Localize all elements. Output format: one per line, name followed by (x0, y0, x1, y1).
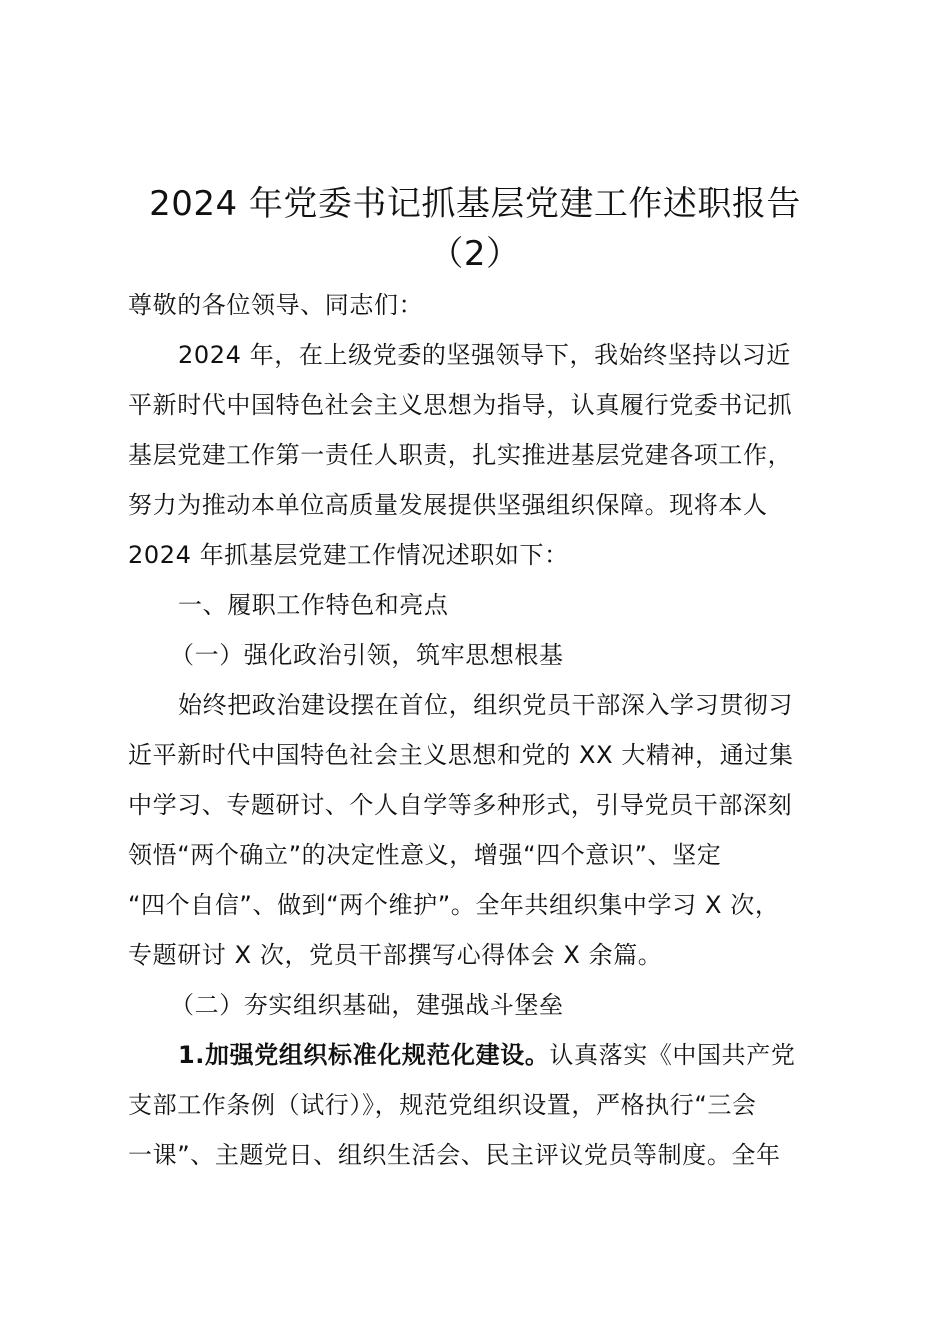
paragraph-line: “四个自信”、做到“两个维护”。全年共组织集中学习 X 次， (128, 891, 780, 919)
section-heading: 一、履职工作特色和亮点 (178, 591, 449, 619)
paragraph-line: 中学习、专题研讨、个人自学等多种形式，引导党员干部深刻 (128, 791, 793, 819)
document-title: 2024 年党委书记抓基层党建工作述职报告 (149, 184, 801, 224)
paragraph-line: 2024 年抓基层党建工作情况述职如下： (128, 541, 569, 569)
paragraph-line: 努力为推动本单位高质量发展提供坚强组织保障。现将本人 (128, 491, 768, 519)
paragraph-line: 基层党建工作第一责任人职责，扎实推进基层党建各项工作， (128, 441, 793, 469)
paragraph-line: 平新时代中国特色社会主义思想为指导，认真履行党委书记抓 (128, 391, 793, 419)
paragraph-line: 近平新时代中国特色社会主义思想和党的 XX 大精神，通过集 (128, 741, 794, 769)
paragraph-line: 一课”、主题党日、组织生活会、民主评议党员等制度。全年 (128, 1141, 781, 1169)
paragraph-line (178, 1040, 795, 1070)
salutation: 尊敬的各位领导、同志们： (128, 291, 424, 319)
paragraph-text: 认真落实《中国共产党 (549, 1041, 796, 1069)
paragraph-line: 支部工作条例（试行）》，规范党组织设置，严格执行“三会 (128, 1091, 757, 1119)
bold-lead-text: 1.加强党组织标准化规范化建设。 (178, 1041, 550, 1069)
subsection-heading: （二）夯实组织基础，建强战斗堡垒 (170, 991, 564, 1019)
paragraph-line: 专题研讨 X 次，党员干部撰写心得体会 X 余篇。 (128, 941, 663, 969)
paragraph-line: 始终把政治建设摆在首位，组织党员干部深入学习贯彻习 (178, 691, 793, 719)
document-title-number: （2） (429, 234, 521, 274)
paragraph-line: 2024 年，在上级党委的坚强领导下，我始终坚持以习近 (178, 341, 791, 369)
subsection-heading: （一）强化政治引领，筑牢思想根基 (170, 641, 564, 669)
paragraph-line: 领悟“两个确立”的决定性意义，增强“四个意识”、坚定 (128, 841, 722, 869)
